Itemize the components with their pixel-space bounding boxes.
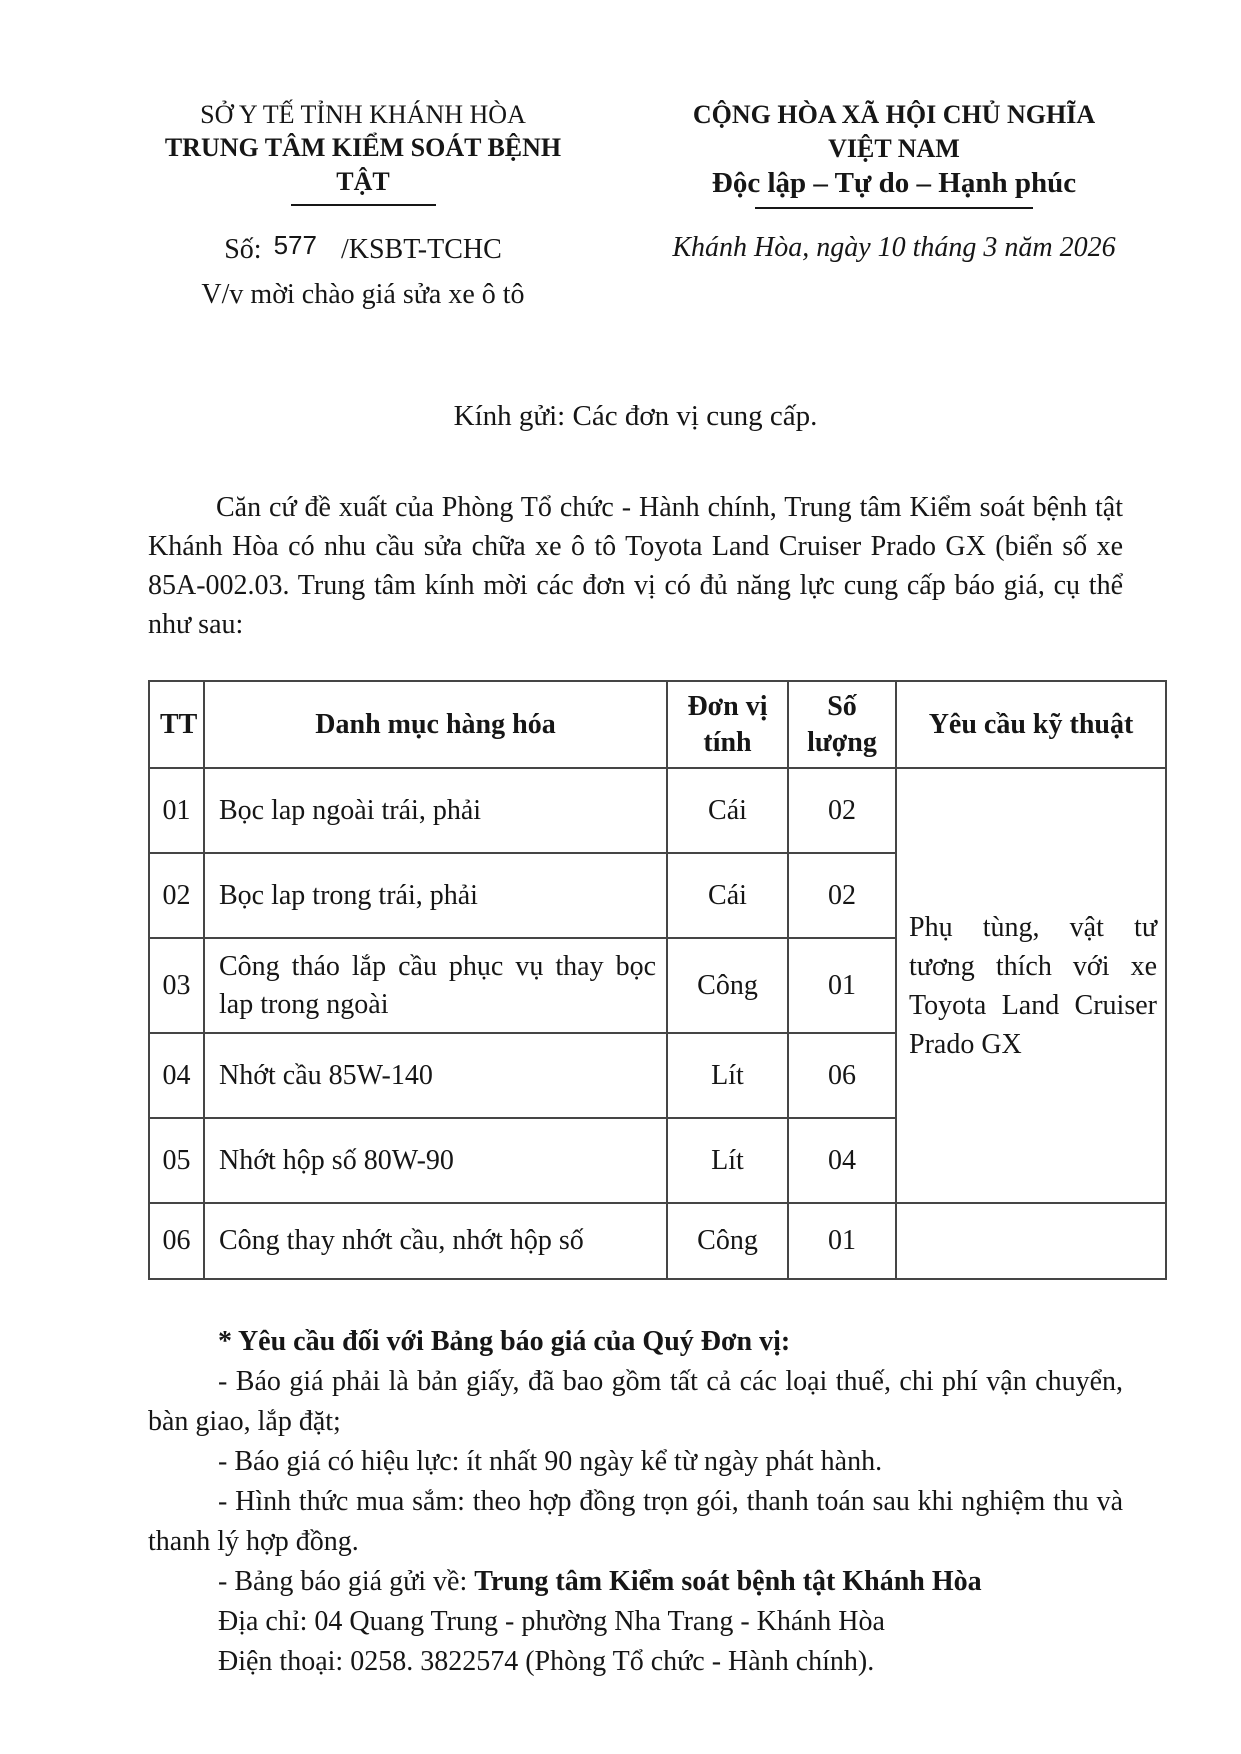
cell-qty: 01 bbox=[788, 1203, 896, 1279]
col-header-qty: Số lượng bbox=[788, 681, 896, 768]
document-subject: V/v mời chào giá sửa xe ô tô bbox=[201, 279, 525, 310]
requirement-item: - Hình thức mua sắm: theo hợp đồng trọn gói, thanh toán sau khi nghiệm thu và thanh lý hợp đồng. bbox=[148, 1486, 1123, 1557]
agency-name: TRUNG TÂM KIỂM SOÁT BỆNH TẬT bbox=[164, 133, 562, 196]
cell-tt: 01 bbox=[149, 768, 204, 853]
national-motto: Độc lập – Tự do – Hạnh phúc bbox=[711, 167, 1077, 199]
cell-item: Nhớt hộp số 80W-90 bbox=[204, 1118, 667, 1203]
cell-item: Công thay nhớt cầu, nhớt hộp số bbox=[204, 1203, 667, 1279]
national-title: CỘNG HÒA XÃ HỘI CHỦ NGHĨA VIỆT NAM bbox=[692, 100, 1096, 163]
cell-qty: 06 bbox=[788, 1033, 896, 1118]
requirement-send-to bbox=[148, 1562, 1123, 1602]
goods-table bbox=[148, 680, 1167, 1280]
salutation-line: Kính gửi: Các đơn vị cung cấp. bbox=[453, 400, 818, 432]
cell-item: Công tháo lắp cầu phục vụ thay bọc lap trong ngoài bbox=[204, 938, 667, 1033]
cell-unit: Cái bbox=[667, 853, 788, 938]
motto-underline bbox=[755, 207, 1033, 209]
requirements-section bbox=[148, 1322, 1123, 1682]
place-date-line: Khánh Hòa, ngày 10 tháng 3 năm 2026 bbox=[672, 232, 1116, 263]
col-header-requirement: Yêu cầu kỹ thuật bbox=[896, 681, 1166, 768]
cell-tt: 03 bbox=[149, 938, 204, 1033]
cell-unit: Công bbox=[667, 938, 788, 1033]
table-row bbox=[149, 768, 1166, 853]
cell-unit: Công bbox=[667, 1203, 788, 1279]
cell-technical-requirement: Phụ tùng, vật tư tương thích với xe Toyota Land Cruiser Prado GX bbox=[896, 768, 1166, 1203]
col-header-item: Danh mục hàng hóa bbox=[204, 681, 667, 768]
cell-qty: 02 bbox=[788, 768, 896, 853]
cell-unit: Cái bbox=[667, 768, 788, 853]
cell-item: Nhớt cầu 85W-140 bbox=[204, 1033, 667, 1118]
recipient-phone: Điện thoại: 0258. 3822574 (Phòng Tổ chức - Hành chính). bbox=[218, 1646, 875, 1677]
cell-tt: 02 bbox=[149, 853, 204, 938]
document-number-prefix: Số: bbox=[224, 234, 262, 265]
requirements-title: * Yêu cầu đối với Bảng báo giá của Quý Đơn vị: bbox=[218, 1326, 791, 1357]
requirement-item: - Báo giá có hiệu lực: ít nhất 90 ngày kể từ ngày phát hành. bbox=[218, 1446, 883, 1477]
table-row bbox=[149, 1203, 1166, 1279]
document-number-value: 577 bbox=[273, 230, 317, 260]
national-header-block bbox=[659, 98, 1129, 266]
cell-item: Bọc lap trong trái, phải bbox=[204, 853, 667, 938]
recipient-address: Địa chỉ: 04 Quang Trung - phường Nha Trang - Khánh Hòa bbox=[218, 1606, 885, 1637]
cell-unit: Lít bbox=[667, 1033, 788, 1118]
intro-paragraph: Căn cứ đề xuất của Phòng Tổ chức - Hành chính, Trung tâm Kiểm soát bệnh tật Khánh Hòa có nhu cầu sửa chữa xe ô tô Toyota Land Cruiser Prado GX (biển số xe 85A-002.03. Trung tâm kính mời các đơn vị có đủ năng lực cung cấp báo giá, cụ thể như sau: bbox=[148, 492, 1123, 640]
document-number-suffix: /KSBT-TCHC bbox=[340, 234, 502, 265]
cell-tt: 04 bbox=[149, 1033, 204, 1118]
send-to-recipient: Trung tâm Kiểm soát bệnh tật Khánh Hòa bbox=[474, 1566, 982, 1597]
table-header-row bbox=[149, 681, 1166, 768]
document-number-line bbox=[148, 231, 578, 268]
document-header bbox=[148, 98, 1165, 313]
cell-technical-requirement-empty bbox=[896, 1203, 1166, 1279]
requirement-item: - Báo giá phải là bản giấy, đã bao gồm tất cả các loại thuế, chi phí vận chuyển, bàn giao, lắp đặt; bbox=[148, 1366, 1123, 1437]
agency-parent-name: SỞ Y TẾ TỈNH KHÁNH HÒA bbox=[200, 100, 526, 129]
cell-qty: 04 bbox=[788, 1118, 896, 1203]
send-to-prefix: - Bảng báo giá gửi về: bbox=[218, 1566, 475, 1597]
cell-tt: 06 bbox=[149, 1203, 204, 1279]
cell-item: Bọc lap ngoài trái, phải bbox=[204, 768, 667, 853]
issuing-agency-block bbox=[148, 98, 578, 313]
col-header-tt: TT bbox=[149, 681, 204, 768]
cell-qty: 02 bbox=[788, 853, 896, 938]
agency-underline bbox=[291, 204, 436, 206]
cell-unit: Lít bbox=[667, 1118, 788, 1203]
cell-tt: 05 bbox=[149, 1118, 204, 1203]
col-header-unit: Đơn vị tính bbox=[667, 681, 788, 768]
cell-qty: 01 bbox=[788, 938, 896, 1033]
